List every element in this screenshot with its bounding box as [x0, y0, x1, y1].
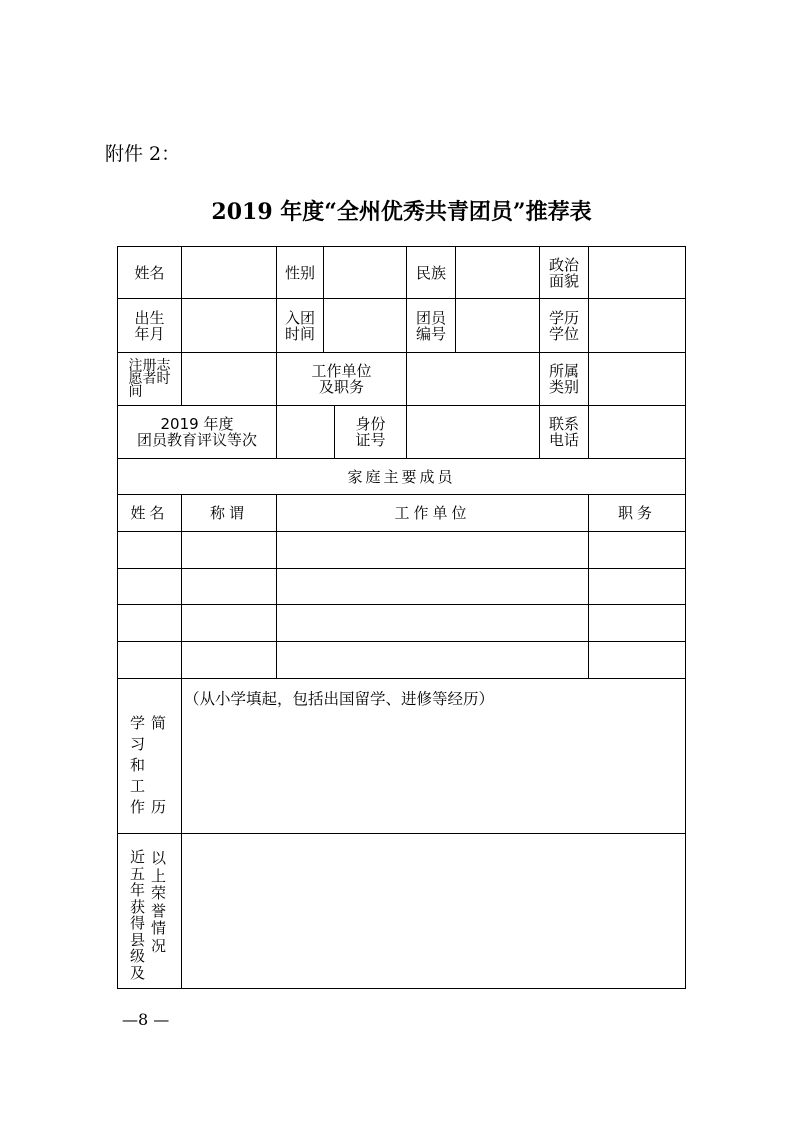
- name-label-cell: [117, 246, 182, 299]
- family-col-position: 职务: [617, 504, 656, 522]
- honors-value-cell: [181, 833, 686, 989]
- evaluation-label-cell: [117, 405, 277, 459]
- birth-label: 出生年月: [134, 308, 165, 343]
- family-col-relation: 称谓: [209, 504, 248, 522]
- gender-label-cell: [276, 246, 324, 299]
- family-position-cell: [588, 568, 686, 605]
- family-work-unit-cell: [276, 531, 589, 569]
- member-number-value-cell: [455, 298, 540, 353]
- family-header-cell: [117, 458, 686, 495]
- family-work-unit-cell: [276, 604, 589, 642]
- resume-label-char-2: 历: [151, 798, 167, 816]
- ethnicity-label-cell: [406, 246, 456, 299]
- family-position-cell: [588, 531, 686, 569]
- family-work-unit-cell: [276, 641, 589, 679]
- phone-label-cell: [539, 405, 589, 459]
- league-join-value-cell: [323, 298, 407, 353]
- volunteer-time-label: 注册志愿者时间: [128, 357, 171, 400]
- category-label-cell: [539, 352, 589, 406]
- volunteer-time-value-cell: [181, 352, 277, 406]
- birth-value-cell: [181, 298, 277, 353]
- resume-label-char-1: 简: [151, 714, 167, 732]
- family-name-cell: [117, 604, 182, 642]
- family-col-position-cell: [588, 494, 686, 532]
- resume-hint: （从小学填起，包括出国留学、进修等经历）: [184, 690, 495, 708]
- category-value-cell: [588, 352, 686, 406]
- evaluation-value-cell: [276, 405, 335, 459]
- family-relation-cell: [181, 568, 277, 605]
- family-work-unit-cell: [276, 568, 589, 605]
- family-relation-cell: [181, 531, 277, 569]
- family-name-cell: [117, 641, 182, 679]
- work-unit-label: 工作单位及职务: [311, 362, 372, 396]
- id-value-cell: [406, 405, 540, 459]
- gender-value-cell: [323, 246, 407, 299]
- gender-label: 性别: [284, 263, 315, 282]
- league-join-label: 入团时间: [285, 308, 316, 343]
- resume-label-cell: [117, 678, 182, 834]
- name-value-cell: [181, 246, 277, 299]
- phone-value-cell: [588, 405, 686, 459]
- league-join-label-cell: [276, 298, 324, 353]
- family-col-name: 姓名: [130, 504, 169, 522]
- phone-label: 联系电话: [549, 415, 580, 449]
- honors-label-cell: [117, 833, 182, 989]
- education-label: 学历学位: [549, 308, 580, 343]
- volunteer-time-label-cell: [117, 352, 182, 406]
- form-title: 2019 年度“全州优秀共青团员”推荐表: [211, 199, 592, 225]
- id-label: 身份证号: [355, 415, 386, 449]
- political-status-value-cell: [588, 246, 686, 299]
- honors-label-col2: 以上荣誉情况: [151, 849, 167, 955]
- evaluation-label-line1: 2019 年度: [160, 415, 234, 433]
- birth-label-cell: [117, 298, 182, 353]
- work-unit-value-cell: [406, 352, 540, 406]
- family-position-cell: [588, 604, 686, 642]
- ethnicity-value-cell: [455, 246, 540, 299]
- family-header: 家庭主要成员: [347, 467, 456, 486]
- family-col-work-unit-cell: [276, 494, 589, 532]
- id-label-cell: [334, 405, 407, 459]
- education-value-cell: [588, 298, 686, 353]
- resume-value-cell: [181, 678, 686, 834]
- evaluation-label-line2: 团员教育评议等次: [136, 431, 257, 449]
- family-col-relation-cell: [181, 494, 277, 532]
- resume-label-col1: 学习和工作: [130, 714, 146, 816]
- family-name-cell: [117, 568, 182, 605]
- family-position-cell: [588, 641, 686, 679]
- family-col-name-cell: [117, 494, 182, 532]
- family-relation-cell: [181, 641, 277, 679]
- evaluation-label: [137, 416, 257, 448]
- member-number-label: 团员编号: [416, 308, 447, 343]
- work-unit-label-cell: [276, 352, 407, 406]
- political-status-label: 政治面貌: [549, 255, 580, 290]
- resume-label-col2: [151, 713, 166, 818]
- member-number-label-cell: [406, 298, 456, 353]
- category-label: 所属类别: [549, 362, 580, 396]
- attachment-label: 附件 2：: [105, 143, 181, 165]
- political-status-label-cell: [539, 246, 589, 299]
- name-label: 姓名: [134, 263, 165, 282]
- education-label-cell: [539, 298, 589, 353]
- family-col-work-unit: 工作单位: [394, 504, 471, 522]
- ethnicity-label: 民族: [415, 263, 446, 282]
- family-name-cell: [117, 531, 182, 569]
- family-relation-cell: [181, 604, 277, 642]
- honors-label-col1: 近五年获得县级及: [130, 848, 146, 982]
- page-number: —8 —: [122, 1010, 170, 1029]
